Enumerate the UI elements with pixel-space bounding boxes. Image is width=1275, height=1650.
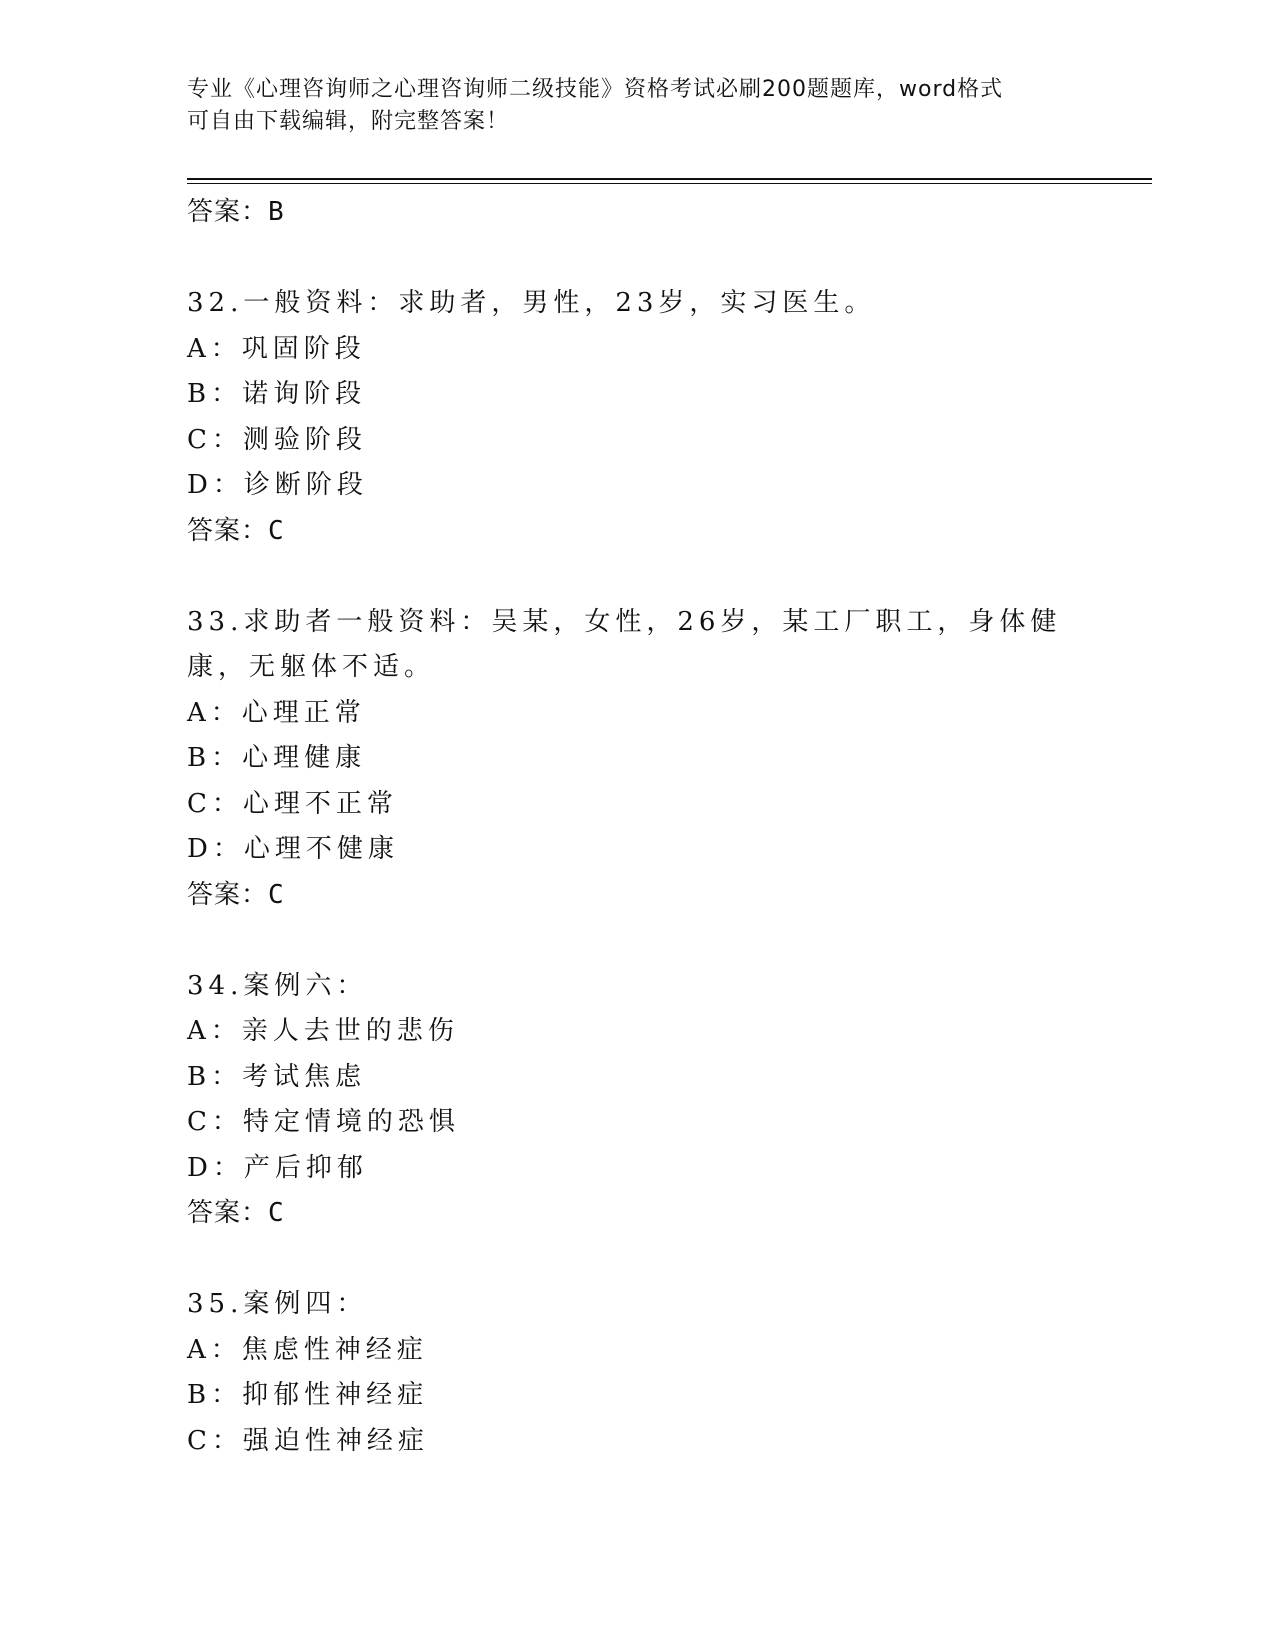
header-line-1: 专业《心理咨询师之心理咨询师二级技能》资格考试必刷200题题库，word格式	[187, 77, 1004, 102]
question-list	[187, 190, 1087, 1464]
option-a: A：焦虑性神经症	[187, 1334, 428, 1365]
option-b: B：心理健康	[187, 743, 367, 773]
header-line-2: 可自由下载编辑，附完整答案！	[187, 109, 510, 134]
question-stem: 34.案例六：	[187, 970, 368, 1001]
question-stem: 32.一般资料：求助者，男性，23岁，实习医生。	[187, 288, 876, 318]
option-b: B：抑郁性神经症	[187, 1380, 429, 1410]
option-a: A：心理正常	[187, 697, 366, 728]
option-d: D：产后抑郁	[187, 1152, 368, 1183]
option-d: D：心理不健康	[187, 834, 399, 864]
option-c: C：强迫性神经症	[187, 1425, 429, 1456]
question-35	[187, 1282, 1087, 1464]
question-33	[187, 600, 1087, 918]
answer-line: 答案：C	[187, 879, 285, 910]
option-b: B：考试焦虑	[187, 1061, 367, 1092]
option-a: A：亲人去世的悲伤	[187, 1016, 459, 1046]
document-header	[187, 74, 1067, 138]
answer-line: 答案：C	[187, 515, 285, 546]
question-stem: 35.案例四：	[187, 1289, 368, 1319]
option-c: C：特定情境的恐惧	[187, 1107, 460, 1137]
option-b: B：诺询阶段	[187, 379, 367, 409]
question-34	[187, 964, 1087, 1237]
option-c: C：测验阶段	[187, 424, 367, 455]
header-rule-thick	[187, 178, 1152, 180]
option-c: C：心理不正常	[187, 788, 398, 819]
question-32	[187, 281, 1087, 554]
question-stem: 33.求助者一般资料：吴某，女性，26岁，某工厂职工，身体健康，无躯体不适。	[187, 606, 1062, 682]
answer-line: 答案：B	[187, 197, 285, 227]
option-a: A：巩固阶段	[187, 333, 366, 364]
answer-line: 答案：C	[187, 1198, 285, 1228]
header-rule-thin	[187, 183, 1152, 184]
option-d: D：诊断阶段	[187, 470, 368, 500]
